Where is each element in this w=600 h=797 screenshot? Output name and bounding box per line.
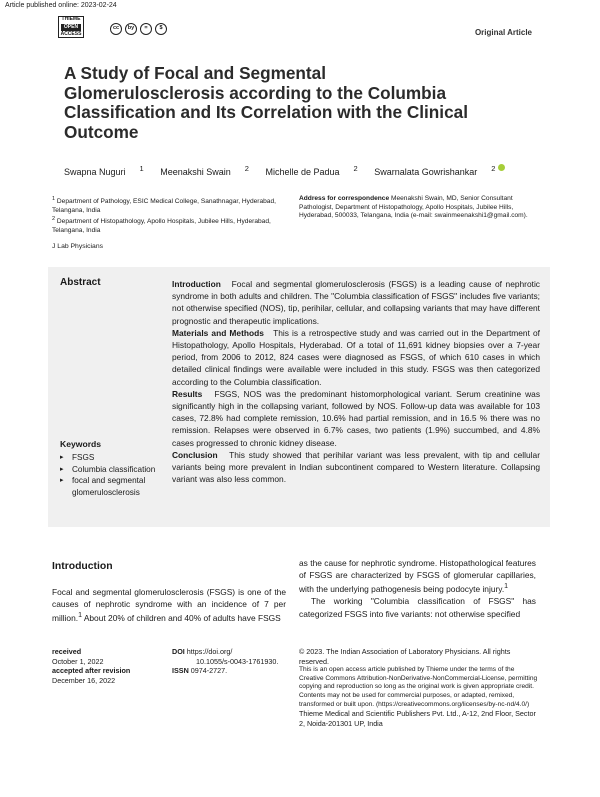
abstract-section: Materials and Methods This is a retrospective study and was carried out in the Department of Histopathology, Apollo Hospitals, Hyderabad. Of a total of 11,691 kidney biopsies over a 7-year period, from 2006 to 2012, 824 cases were diagnosed as FSGS, of which 610 cases in which detailed clinical findings were available were included in this study. FSGS was then categorized according to the Columbia classification.: [172, 327, 540, 387]
orcid-icon[interactable]: [498, 164, 505, 171]
article-identifiers: DOI https://doi.org/ 10.1055/s-0043-1761930. ISSN 0974-2727.: [172, 647, 279, 676]
abstract-body: [172, 278, 540, 485]
keywords-heading: Keywords: [60, 439, 102, 449]
doi-link[interactable]: https://doi.org/: [186, 647, 233, 656]
keyword: ▸ focal and segmental glomerulosclerosis: [60, 475, 168, 498]
journal-name: J Lab Physicians: [52, 243, 104, 250]
cc-license-icons: [110, 23, 167, 35]
keywords-list: [60, 452, 168, 498]
introduction-right-column: as the cause for nephrotic syndrome. Histopathological features of FSGS are characterized by FSGS of glomerular capillaries, with the underlying pathogenesis being podocyte injury.$^1$ The working "Columbia classification of FSGS" has categorized FSGS into five variants: not otherwise specified: [299, 558, 536, 619]
abstract-section: Introduction Focal and segmental glomerulosclerosis (FSGS) is a leading cause of nephrotic syndrome in both adults and children. The "Columbia classification of FSGS" includes five variants; not otherwise specified (NOS), tip, perihilar, cellular, and collapsing variants that may have different prognostic and therapeutic implications.: [172, 279, 540, 326]
article-type: Original Article: [474, 28, 532, 37]
keyword: ▸ FSGS: [60, 452, 168, 464]
introduction-heading: Introduction: [52, 561, 113, 572]
author[interactable]: Swarnalata Gowrishankar $^2$: [374, 167, 519, 177]
author[interactable]: Michelle de Padua $^2$: [265, 164, 358, 177]
introduction-left-column: Focal and segmental glomerulosclerosis (FSGS) is one of the causes of nephrotic syndrome with an incidence of 7 per million.$^1$ About 20% of children and 40% of adults have FSGS: [52, 587, 286, 624]
published-date: Article published online: 2023-02-24: [5, 2, 117, 9]
affiliation: $^1$ Department of Pathology, ESIC Medical College, Sanathnagar, Hyderabad, Telangana, India: [52, 196, 276, 214]
author[interactable]: Swapna Nuguri $^1$: [64, 164, 144, 177]
affiliations: [52, 195, 292, 236]
affiliation: $^2$ Department of Histopathology, Apollo Hospitals, Jubilee Hills, Hyderabad, Telangana, India: [52, 216, 271, 235]
cc-icon: cc: [110, 23, 122, 35]
author[interactable]: Meenakshi Swain $^2$: [160, 164, 249, 177]
reference-link[interactable]: 1: [78, 612, 82, 620]
reference-link[interactable]: 1: [504, 583, 509, 591]
abstract-heading: Abstract: [60, 277, 101, 288]
article-title: A Study of Focal and Segmental Glomerulosclerosis according to the Columbia Classification and Its Correlation with the Clinical Outcome: [64, 63, 468, 142]
correspondence: Address for correspondence Meenakshi Swain, MD, Senior Consultant Pathologist, Department of Histopathology, Apollo Hospitals, Jubilee Hills, Hyderabad, 500033, Telangana, India (e-mail: swainmeenakshi1@gmail.com).: [299, 195, 528, 220]
abstract-section: Results FSGS, NOS was the predominant histomorphological variant. Serum creatinine was significantly high in the collapsing variant, followed by NOS. Follow-up data was available for 103 cases, 72.8% had complete remission, 10.6% had partial remission, and in 16.5 % there was no remission. Relapses were observed in 6.7% cases, two patients (1.9%) succumbed, and 4.8% cases progressed to chronic kidney disease.: [172, 388, 541, 448]
copyright-block: © 2023. The Indian Association of Laboratory Physicians. All rights reserved. This is an open access article published by Thieme under the terms of the Creative Commons Attribution-NonDerivative-NonCommercial-License, permitting copying and reproduction so long as the original work is given appropriate credit. Contents may not be used for commercial purposes, or adapted, remixed, transformed or built upon. (https://creativecommons.org/licenses/by-nc-nd/4.0/) Thieme Medical and Scientific Publishers Pvt. Ltd., A-12, 2nd Floor, Sector 2, Noida-201301 UP, India: [299, 647, 538, 728]
abstract-section: Conclusion This study showed that perihilar variant was less prevalent, with tip and cellular variants being more prevalent in Indian subcontinent compared to Western literature. Collapsing variant was also less common.: [172, 449, 540, 485]
thieme-open-access-logo: THIEME OPEN ACCESS: [58, 16, 84, 38]
by-icon: by: [125, 23, 137, 35]
article-dates: received October 1, 2022 accepted after revision December 16, 2022: [52, 647, 131, 685]
author-list: [64, 164, 533, 177]
nc-icon: $: [155, 23, 167, 35]
license-text: This is an open access article published by Thieme under the terms of the Creative Commons Attribution-NonDerivative-NonCommercial-License, permitting copying and reproduction so long as the original work is given appropriate credit. Contents may not be used for commercial purposes, or adapted, remixed, transformed or built upon. (https://creativecommons.org/licenses/by-nc-nd/4.0/): [299, 666, 538, 708]
keyword: ▸ Columbia classification: [60, 464, 168, 476]
nd-icon: =: [140, 23, 152, 35]
